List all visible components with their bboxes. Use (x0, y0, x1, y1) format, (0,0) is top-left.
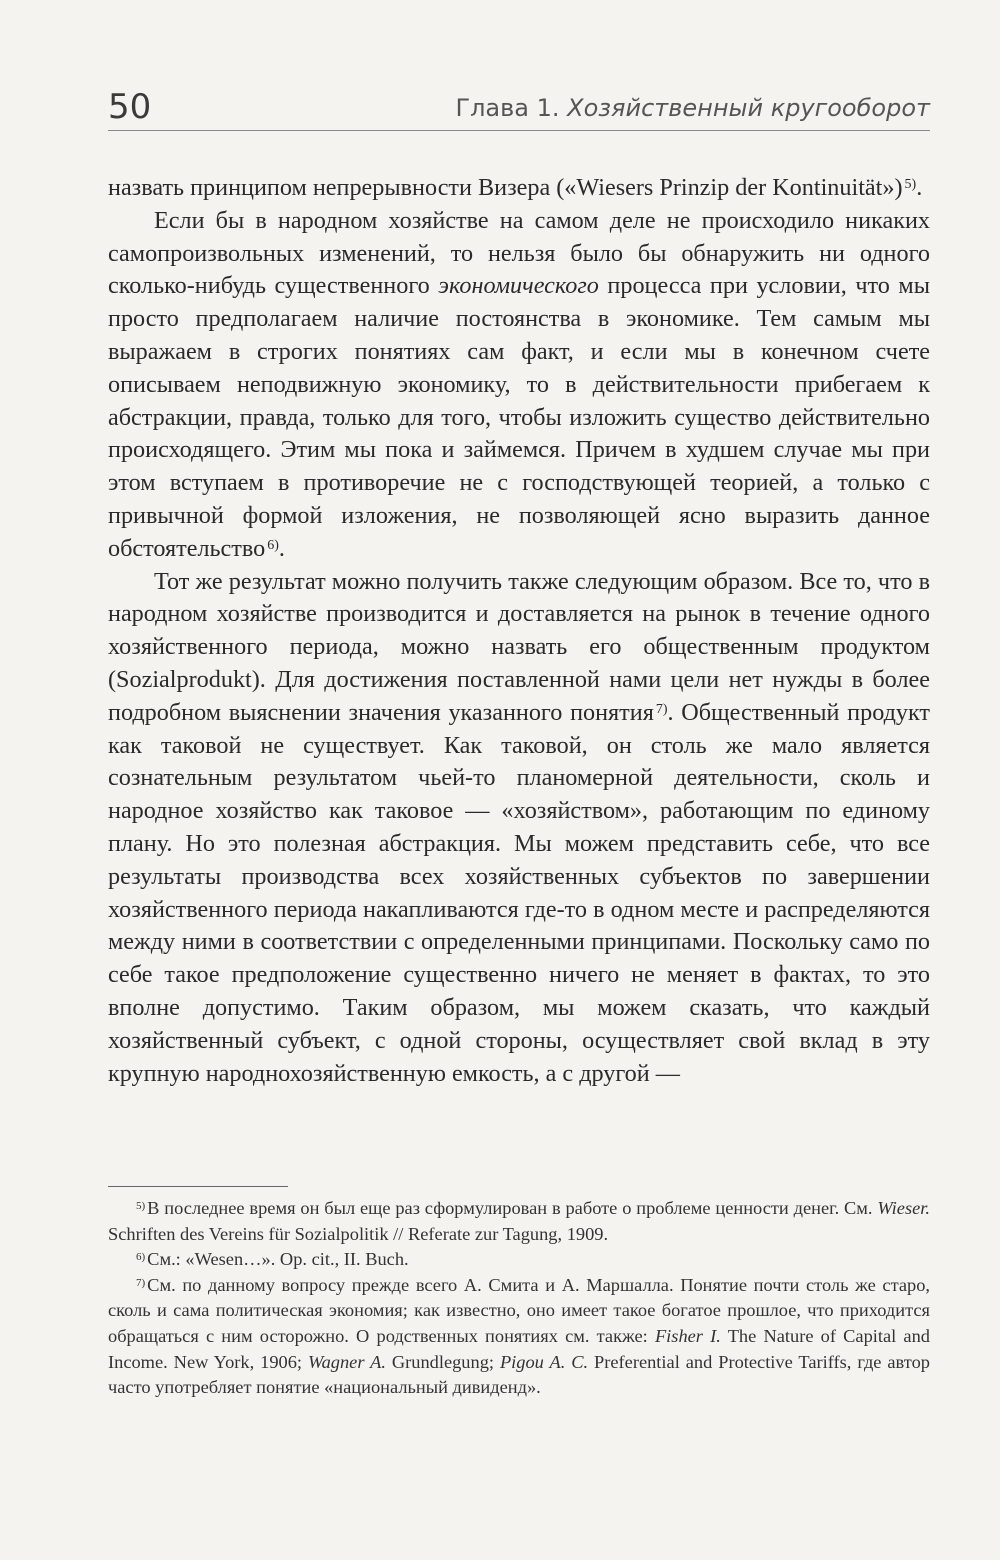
footnote-author: Fisher I. (654, 1325, 721, 1346)
footnote-author: Wieser. (877, 1198, 930, 1218)
emphasis: экономического (438, 272, 599, 300)
main-text (108, 172, 930, 1090)
footnote-5: $^{5)}$ В последнее время он был еще раз сформулирован в работе о проблеме ценности денег. См. Wieser. Schriften des Vereins für Sozialpolitik // Referate zur Tagung, 1909. (108, 1198, 930, 1244)
paragraph-3: Тот же результат можно получить также следующим образом. Все то, что в народном хозяйстве производится и доставляется на рынок в течение одного хозяйственного периода, можно назвать его общественным продуктом (Sozialprodukt). Для достижения поставленной нами цели нет нужды в более подробном выяснении значения указанного понятия $^{7)}$. Общественный продукт как таковой не существует. Как таковой, он столь же мало является сознательным результатом чьей-то планомерной деятельности, сколь и народное хозяйство как таковое — «хозяйством», работающим по единому плану. Но это полезная абстракция. Мы можем представить себе, что все результаты производства всех хозяйственных субъектов по завершении хозяйственного периода накапливаются где-то в одном месте и распределяются между ними в соответствии с определенными принципами. Поскольку само по себе такое предположение существенно ничего не меняет в фактах, то это вполне допустимо. Таким образом, мы можем сказать, что каждый хозяйственный субъект, с одной стороны, осуществляет свой вклад в эту крупную народнохозяйственную емкость, а с другой — (108, 567, 930, 1087)
footnote-7: $^{7)}$ См. по данному вопросу прежде всего А. Смита и А. Маршалла. Понятие почти столь же старо, сколь и сама политическая экономия; как известно, оно имеет такое богатое прошлое, что приходится обращаться с ним осторожно. О родственных понятиях см. также: Fisher I. The Nature of Capital and Income. New York, 1906; Wagner A. Grundlegung; Pigou A. C. Preferential and Protective Tariffs, где автор часто употребляет понятие «национальный дивиденд». (108, 1274, 930, 1398)
paragraph-2: Если бы в народном хозяйстве на самом деле не происходило никаких самопроизвольных изменений, то нельзя было бы обнаружить ни одного сколько-нибудь существенного экономического процесса при условии, что мы просто предполагаем наличие постоянства в экономике. Тем самым мы выражаем в строгих понятиях сам факт, и если мы в конечном счете описываем неподвижную экономику, то в действительности прибегаем к абстракции, правда, только для того, чтобы изложить существо действительно происходящего. Этим мы пока и займемся. Причем в худшем случае мы при этом вступаем в противоречие не с господствующей теорией, а только с привычной формой изложения, не позволяющей ясно выразить данное обстоятельство $^{6)}$. (108, 206, 930, 562)
running-title (455, 88, 930, 128)
page-number: 50 (108, 87, 152, 127)
footnote-ref-7[interactable]: 7) (655, 701, 668, 717)
paragraph-1: назвать принципом непрерывности Визера («Wiesers Prinzip der Kontinuität») $^{5)}$. (108, 174, 923, 201)
footnote-ref-6[interactable]: 6) (267, 537, 279, 553)
chapter-label: Глава 1. (455, 94, 560, 122)
footnote-ref-5[interactable]: 5) (904, 177, 917, 192)
footnotes (108, 1196, 930, 1401)
running-header (108, 84, 930, 131)
chapter-title: Хозяйственный кругооборот (567, 94, 930, 122)
footnote-6: $^{6)}$ См.: «Wesen…». Op. cit., II. Buch. (136, 1249, 409, 1270)
footnote-author: Wagner A. (307, 1351, 386, 1372)
footnote-mark-7: 7) (136, 1276, 146, 1289)
footnote-mark-5: 5) (136, 1200, 146, 1212)
footnote-divider (108, 1186, 288, 1187)
footnote-author: Pigou A. C. (499, 1351, 589, 1372)
footnote-mark-6: 6) (136, 1251, 146, 1264)
